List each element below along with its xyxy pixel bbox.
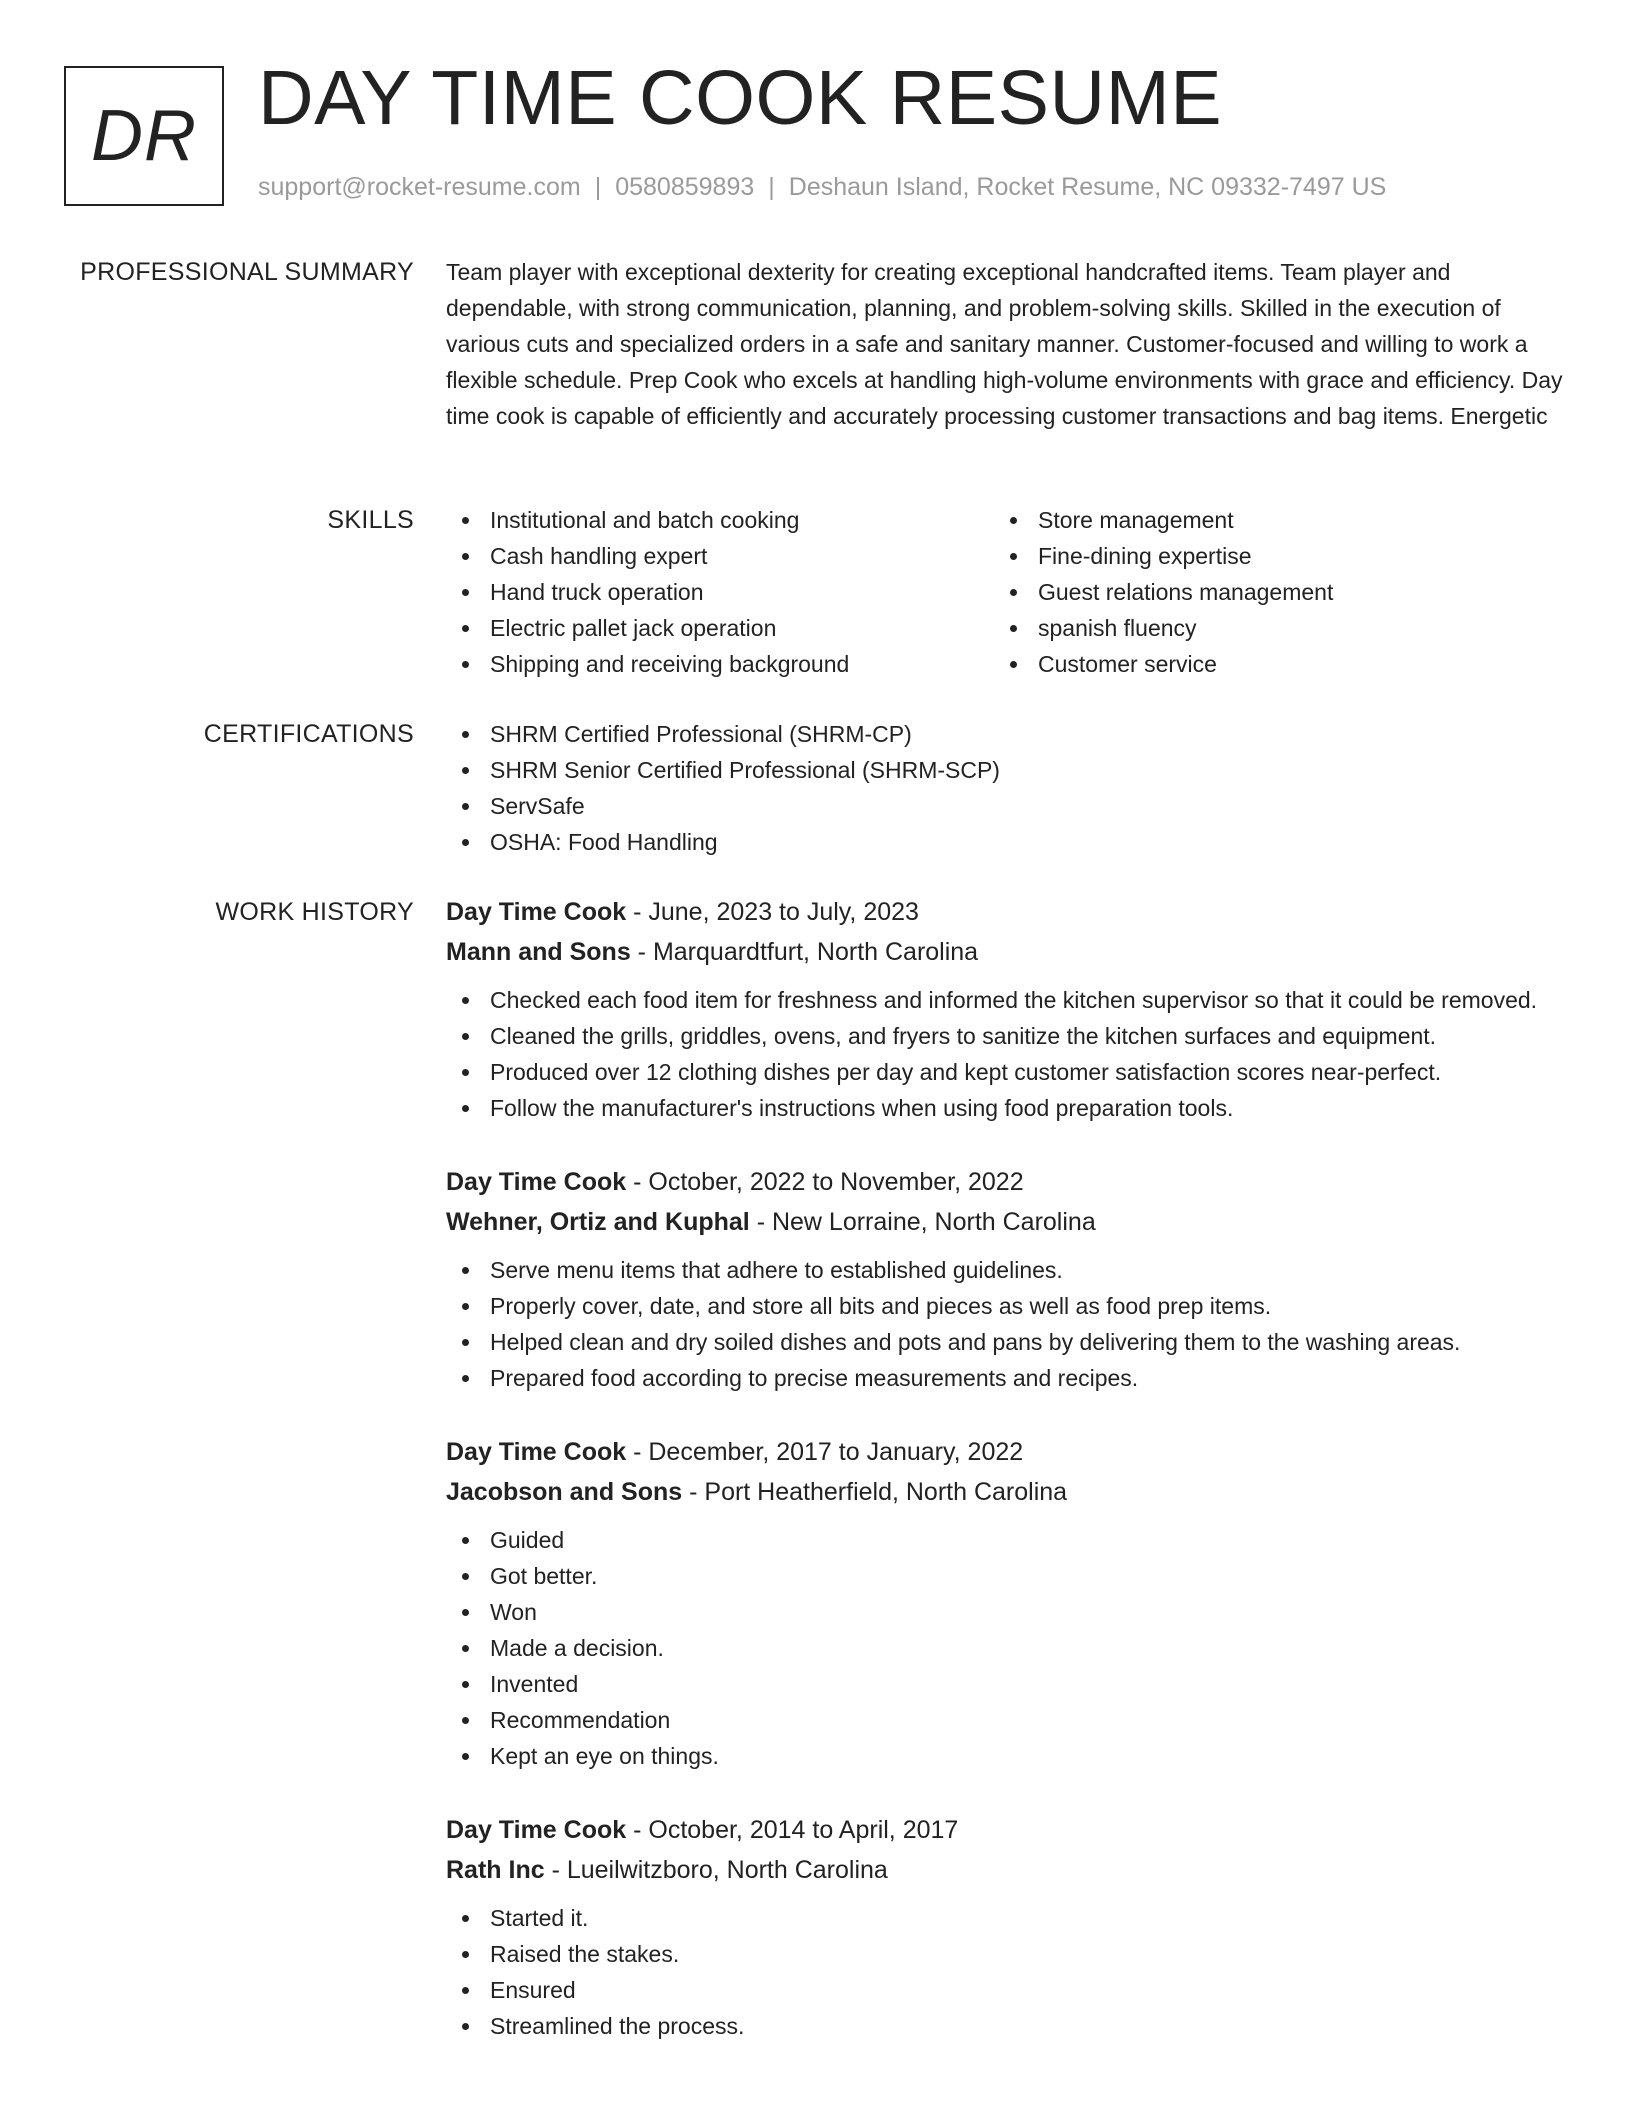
job-dates: October, 2014 to April, 2017: [648, 1816, 959, 1844]
job-duty-item: [446, 1324, 1566, 1360]
certification-item-text: SHRM Certified Professional (SHRM-CP): [490, 721, 912, 747]
job-title-line: [446, 1162, 1566, 1202]
job-entry: [446, 1432, 1566, 1774]
job-duty-item: [446, 1288, 1566, 1324]
job-company-line: [446, 1202, 1566, 1242]
bullet-icon: [462, 1033, 469, 1040]
certifications-body: [446, 716, 1566, 860]
skill-item-text: Electric pallet jack operation: [490, 615, 777, 641]
page-title: DAY TIME COOK RESUME: [258, 55, 1223, 141]
job-duty-item: [446, 1522, 1566, 1558]
job-duty-item: [446, 1360, 1566, 1396]
job-duties-list: [446, 1252, 1566, 1396]
contact-phone: 0580859893: [615, 173, 755, 201]
job-duty-item: [446, 2008, 1566, 2044]
work-history-heading: WORK HISTORY: [215, 898, 414, 926]
bullet-icon: [462, 517, 469, 524]
job-duty-item: [446, 1738, 1566, 1774]
job-location: Marquardtfurt, North Carolina: [652, 938, 979, 966]
job-company: Rath Inc: [446, 1856, 545, 1884]
job-duty-item-text: Follow the manufacturer's instructions when using food preparation tools.: [490, 1095, 1234, 1121]
skill-item-text: Guest relations management: [1038, 579, 1334, 605]
certification-item: [446, 824, 1566, 860]
dash-separator: -: [682, 1478, 705, 1506]
job-duty-item-text: Properly cover, date, and store all bits and pieces as well as food prep items.: [490, 1293, 1272, 1319]
job-location: Port Heatherfield, North Carolina: [704, 1478, 1068, 1506]
skills-list-right: [994, 502, 1542, 682]
job-duty-item-text: Made a decision.: [490, 1635, 664, 1661]
skills-body: [446, 502, 1566, 682]
job-duties-list: [446, 982, 1566, 1126]
bullet-icon: [462, 1105, 469, 1112]
contact-separator: |: [594, 173, 602, 201]
job-duties-list: [446, 1900, 1566, 2044]
bullet-icon: [462, 661, 469, 668]
dash-separator: -: [630, 938, 653, 966]
contact-address: Deshaun Island, Rocket Resume, NC 09332-7497 US: [788, 173, 1387, 201]
certifications-list: [446, 716, 1566, 860]
contact-separator: |: [768, 173, 775, 201]
bullet-icon: [462, 589, 469, 596]
skill-item-text: Hand truck operation: [490, 579, 704, 605]
bullet-icon: [462, 839, 469, 846]
job-duty-item: [446, 1090, 1566, 1126]
bullet-icon: [462, 625, 469, 632]
job-duty-item-text: Helped clean and dry soiled dishes and pots and pans by delivering them to the washing areas.: [490, 1329, 1461, 1355]
skill-item-text: Shipping and receiving background: [490, 651, 850, 677]
monogram-logo: DR: [64, 66, 224, 206]
skill-item-text: Cash handling expert: [490, 543, 708, 569]
job-location: New Lorraine, North Carolina: [771, 1208, 1096, 1236]
job-duty-item-text: Raised the stakes.: [490, 1941, 680, 1967]
job-dates: June, 2023 to July, 2023: [648, 898, 919, 926]
skill-item: [446, 646, 994, 682]
job-location: Lueilwitzboro, North Carolina: [566, 1856, 888, 1884]
job-entry: [446, 892, 1566, 1126]
job-company-line: [446, 932, 1566, 972]
job-duty-item-text: Streamlined the process.: [490, 2013, 745, 2039]
dash-separator: -: [626, 1438, 649, 1466]
skill-item: [446, 538, 994, 574]
job-duty-item: [446, 1702, 1566, 1738]
job-duty-item-text: Recommendation: [490, 1707, 671, 1733]
job-duty-item-text: Produced over 12 clothing dishes per day and kept customer satisfaction scores near-perfect.: [490, 1059, 1442, 1085]
skill-item: [446, 610, 994, 646]
job-duty-item: [446, 1936, 1566, 1972]
bullet-icon: [1010, 625, 1017, 632]
dash-separator: -: [749, 1208, 772, 1236]
job-duty-item: [446, 1594, 1566, 1630]
skills-heading: SKILLS: [327, 506, 414, 534]
bullet-icon: [462, 1537, 469, 1544]
bullet-icon: [462, 553, 469, 560]
skill-item: [446, 502, 994, 538]
bullet-icon: [1010, 589, 1017, 596]
certification-item-text: OSHA: Food Handling: [490, 829, 718, 855]
skills-columns: [446, 502, 1566, 682]
job-duty-item-text: Prepared food according to precise measurements and recipes.: [490, 1365, 1139, 1391]
bullet-icon: [462, 1753, 469, 1760]
bullet-icon: [462, 731, 469, 738]
job-company-line: [446, 1850, 1566, 1890]
bullet-icon: [462, 1915, 469, 1922]
skill-item: [994, 574, 1542, 610]
job-company: Wehner, Ortiz and Kuphal: [446, 1208, 750, 1236]
skills-list-left: [446, 502, 994, 682]
certification-item: [446, 752, 1566, 788]
job-duty-item: [446, 1972, 1566, 2008]
job-company: Mann and Sons: [446, 938, 631, 966]
job-duty-item-text: Kept an eye on things.: [490, 1743, 719, 1769]
skill-item: [446, 574, 994, 610]
bullet-icon: [1010, 517, 1017, 524]
job-company: Jacobson and Sons: [446, 1478, 683, 1506]
bullet-icon: [462, 1375, 469, 1382]
job-duty-item-text: Got better.: [490, 1563, 598, 1589]
skill-item: [994, 646, 1542, 682]
job-duty-item-text: Checked each food item for freshness and informed the kitchen supervisor so that it could be removed.: [490, 987, 1538, 1013]
job-company-line: [446, 1472, 1566, 1512]
certification-item-text: ServSafe: [490, 793, 585, 819]
skill-item: [994, 502, 1542, 538]
job-duty-item: [446, 982, 1566, 1018]
job-duty-item-text: Started it.: [490, 1905, 589, 1931]
job-duty-item: [446, 1900, 1566, 1936]
bullet-icon: [462, 803, 469, 810]
job-duty-item-text: Ensured: [490, 1977, 576, 2003]
dash-separator: -: [626, 1168, 649, 1196]
dash-separator: -: [626, 1816, 649, 1844]
dash-separator: -: [626, 898, 649, 926]
job-title: Day Time Cook: [446, 1438, 627, 1466]
job-dates: October, 2022 to November, 2022: [648, 1168, 1024, 1196]
bullet-icon: [462, 1645, 469, 1652]
bullet-icon: [1010, 553, 1017, 560]
job-entry: [446, 1810, 1566, 2044]
skill-item-text: Store management: [1038, 507, 1234, 533]
bullet-icon: [462, 1267, 469, 1274]
bullet-icon: [462, 997, 469, 1004]
bullet-icon: [1010, 661, 1017, 668]
job-duty-item-text: Invented: [490, 1671, 579, 1697]
job-title: Day Time Cook: [446, 898, 627, 926]
job-duties-list: [446, 1522, 1566, 1774]
certification-item-text: SHRM Senior Certified Professional (SHRM-SCP): [490, 757, 1000, 783]
bullet-icon: [462, 1303, 469, 1310]
job-title: Day Time Cook: [446, 1816, 627, 1844]
job-duty-item-text: Cleaned the grills, griddles, ovens, and fryers to sanitize the kitchen surfaces and equipment.: [490, 1023, 1437, 1049]
job-duty-item: [446, 1558, 1566, 1594]
skill-item: [994, 538, 1542, 574]
bullet-icon: [462, 1717, 469, 1724]
skill-item: [994, 610, 1542, 646]
contact-email: support@rocket-resume.com: [258, 173, 581, 201]
job-entry: [446, 1162, 1566, 1396]
job-duty-item: [446, 1666, 1566, 1702]
bullet-icon: [462, 1951, 469, 1958]
skill-item-text: Customer service: [1038, 651, 1217, 677]
job-dates: December, 2017 to January, 2022: [648, 1438, 1024, 1466]
job-title-line: [446, 892, 1566, 932]
bullet-icon: [462, 1069, 469, 1076]
job-title: Day Time Cook: [446, 1168, 627, 1196]
summary-heading: PROFESSIONAL SUMMARY: [80, 258, 414, 286]
bullet-icon: [462, 2023, 469, 2030]
bullet-icon: [462, 1609, 469, 1616]
job-title-line: [446, 1432, 1566, 1472]
bullet-icon: [462, 1339, 469, 1346]
job-duty-item: [446, 1630, 1566, 1666]
bullet-icon: [462, 1681, 469, 1688]
certification-item: [446, 788, 1566, 824]
job-duty-item-text: Serve menu items that adhere to established guidelines.: [490, 1257, 1063, 1283]
dash-separator: -: [544, 1856, 567, 1884]
job-duty-item: [446, 1054, 1566, 1090]
bullet-icon: [462, 767, 469, 774]
contact-line: [258, 173, 1386, 202]
certifications-heading: CERTIFICATIONS: [203, 720, 414, 748]
job-title-line: [446, 1810, 1566, 1850]
job-duty-item: [446, 1018, 1566, 1054]
job-duty-item-text: Won: [490, 1599, 537, 1625]
bullet-icon: [462, 1573, 469, 1580]
job-duty-item-text: Guided: [490, 1527, 565, 1553]
bullet-icon: [462, 1987, 469, 1994]
summary-body: [446, 254, 1566, 434]
job-duty-item: [446, 1252, 1566, 1288]
skill-item-text: Institutional and batch cooking: [490, 507, 800, 533]
skill-item-text: spanish fluency: [1038, 615, 1197, 641]
skill-item-text: Fine-dining expertise: [1038, 543, 1252, 569]
summary-text: Team player with exceptional dexterity for creating exceptional handcrafted items. Team player and dependable, with strong communication, planning, and problem-solving skills. Skilled in the execution of various cuts and specialized orders in a safe and sanitary manner. Customer-focused and willing to work a flexible schedule. Prep Cook who excels at handling high-volume environments with grace and efficiency. Day time cook is capable of efficiently and accurately processing customer transactions and bag items. Energetic: [446, 259, 1563, 429]
work-history-body: [446, 892, 1566, 2080]
certification-item: [446, 716, 1566, 752]
